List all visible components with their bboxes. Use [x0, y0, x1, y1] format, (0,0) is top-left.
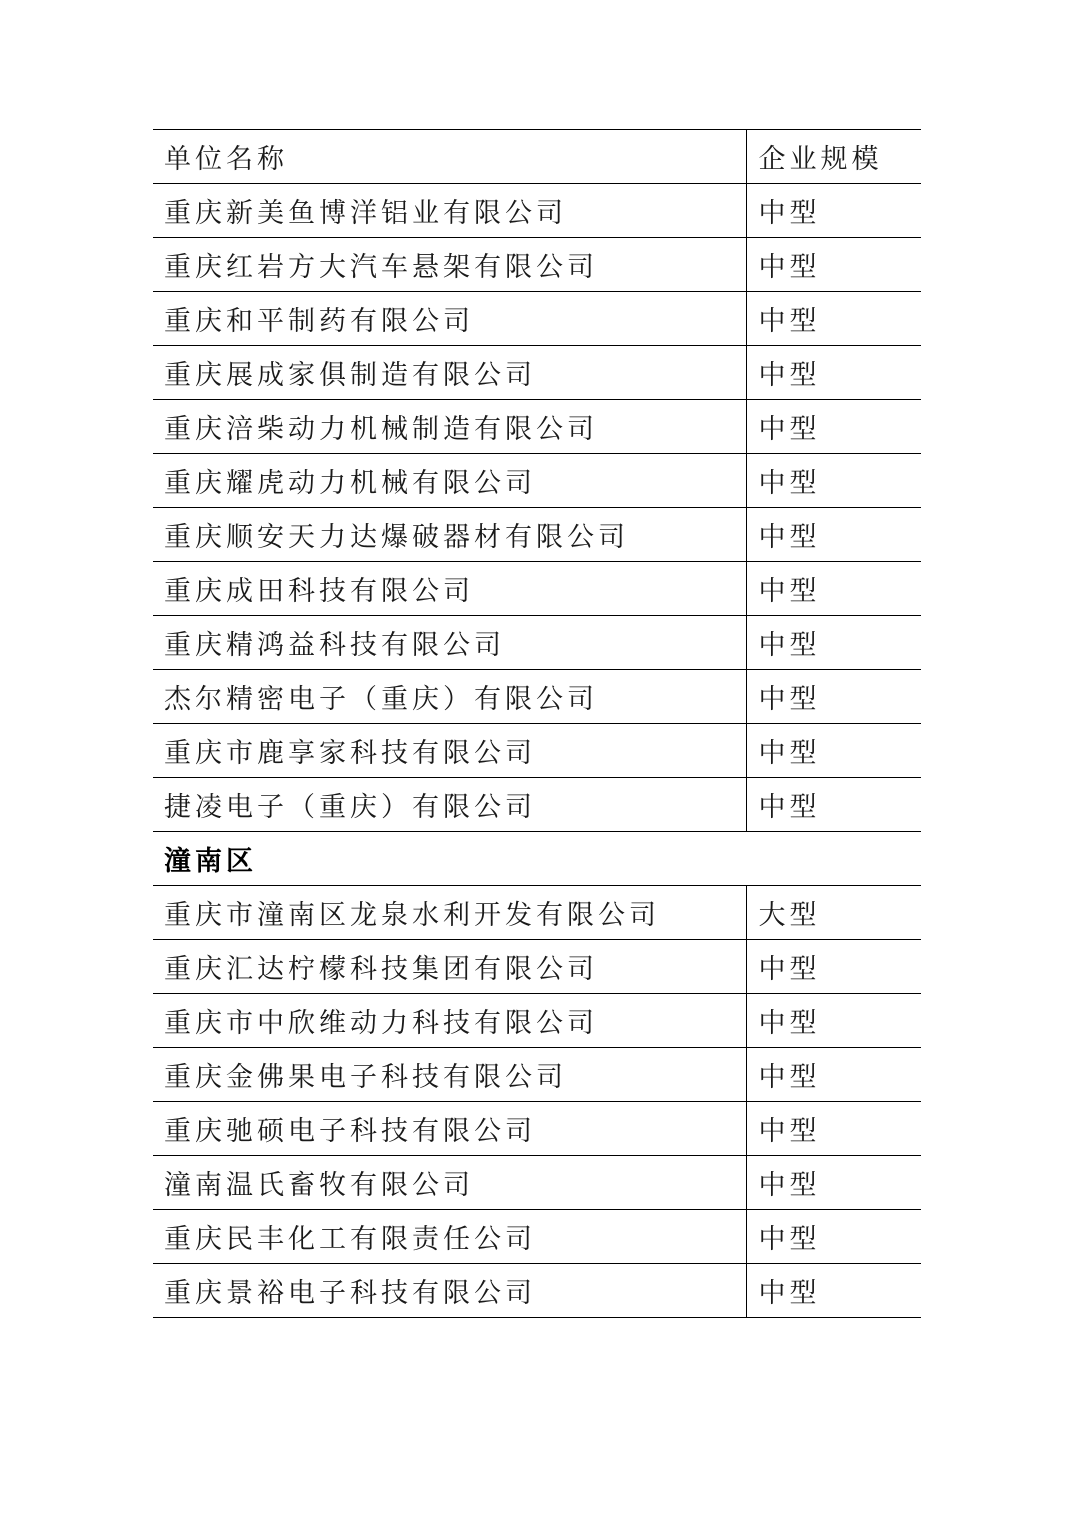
company-name: 重庆展成家俱制造有限公司	[153, 346, 746, 400]
company-scale: 中型	[746, 346, 921, 400]
table-row	[153, 724, 921, 778]
table-row	[153, 1264, 921, 1318]
table-row	[153, 616, 921, 670]
company-scale: 中型	[746, 778, 921, 832]
company-name: 重庆红岩方大汽车悬架有限公司	[153, 238, 746, 292]
company-scale: 中型	[746, 1102, 921, 1156]
table-row	[153, 292, 921, 346]
company-name: 重庆汇达柠檬科技集团有限公司	[153, 940, 746, 994]
table-row	[153, 1210, 921, 1264]
company-name: 重庆金佛果电子科技有限公司	[153, 1048, 746, 1102]
section-row	[153, 832, 921, 886]
company-scale: 中型	[746, 616, 921, 670]
company-name: 潼南温氏畜牧有限公司	[153, 1156, 746, 1210]
company-name: 杰尔精密电子（重庆）有限公司	[153, 670, 746, 724]
company-scale: 中型	[746, 1210, 921, 1264]
table-row	[153, 562, 921, 616]
table-row	[153, 1048, 921, 1102]
company-name: 重庆景裕电子科技有限公司	[153, 1264, 746, 1318]
company-scale: 中型	[746, 184, 921, 238]
table-row	[153, 508, 921, 562]
table-row	[153, 670, 921, 724]
company-scale: 中型	[746, 940, 921, 994]
company-name: 捷凌电子（重庆）有限公司	[153, 778, 746, 832]
company-name: 重庆市中欣维动力科技有限公司	[153, 994, 746, 1048]
table-body	[153, 130, 921, 1318]
company-name: 重庆涪柴动力机械制造有限公司	[153, 400, 746, 454]
table-row	[153, 400, 921, 454]
company-scale: 中型	[746, 292, 921, 346]
company-name: 重庆民丰化工有限责任公司	[153, 1210, 746, 1264]
company-scale: 中型	[746, 1048, 921, 1102]
company-name: 重庆市潼南区龙泉水利开发有限公司	[153, 886, 746, 940]
company-scale: 中型	[746, 508, 921, 562]
company-name: 重庆市鹿享家科技有限公司	[153, 724, 746, 778]
company-scale: 中型	[746, 562, 921, 616]
table-row	[153, 940, 921, 994]
table-row	[153, 994, 921, 1048]
table-row	[153, 454, 921, 508]
table-row	[153, 238, 921, 292]
company-scale: 大型	[746, 886, 921, 940]
table-row	[153, 1156, 921, 1210]
table-row	[153, 778, 921, 832]
company-name: 重庆精鸿益科技有限公司	[153, 616, 746, 670]
enterprise-table	[153, 129, 921, 1318]
table-header-row	[153, 130, 921, 184]
header-scale: 企业规模	[746, 130, 921, 184]
table-row	[153, 1102, 921, 1156]
company-name: 重庆新美鱼博洋铝业有限公司	[153, 184, 746, 238]
table-row	[153, 184, 921, 238]
company-scale: 中型	[746, 724, 921, 778]
table-row	[153, 346, 921, 400]
company-scale: 中型	[746, 238, 921, 292]
company-name: 重庆成田科技有限公司	[153, 562, 746, 616]
company-scale: 中型	[746, 1264, 921, 1318]
company-scale: 中型	[746, 1156, 921, 1210]
table-row	[153, 886, 921, 940]
company-name: 重庆驰硕电子科技有限公司	[153, 1102, 746, 1156]
company-name: 重庆和平制药有限公司	[153, 292, 746, 346]
section-title: 潼南区	[153, 832, 921, 886]
company-name: 重庆顺安天力达爆破器材有限公司	[153, 508, 746, 562]
header-name: 单位名称	[153, 130, 746, 184]
company-scale: 中型	[746, 670, 921, 724]
company-scale: 中型	[746, 400, 921, 454]
company-name: 重庆耀虎动力机械有限公司	[153, 454, 746, 508]
company-scale: 中型	[746, 994, 921, 1048]
company-scale: 中型	[746, 454, 921, 508]
